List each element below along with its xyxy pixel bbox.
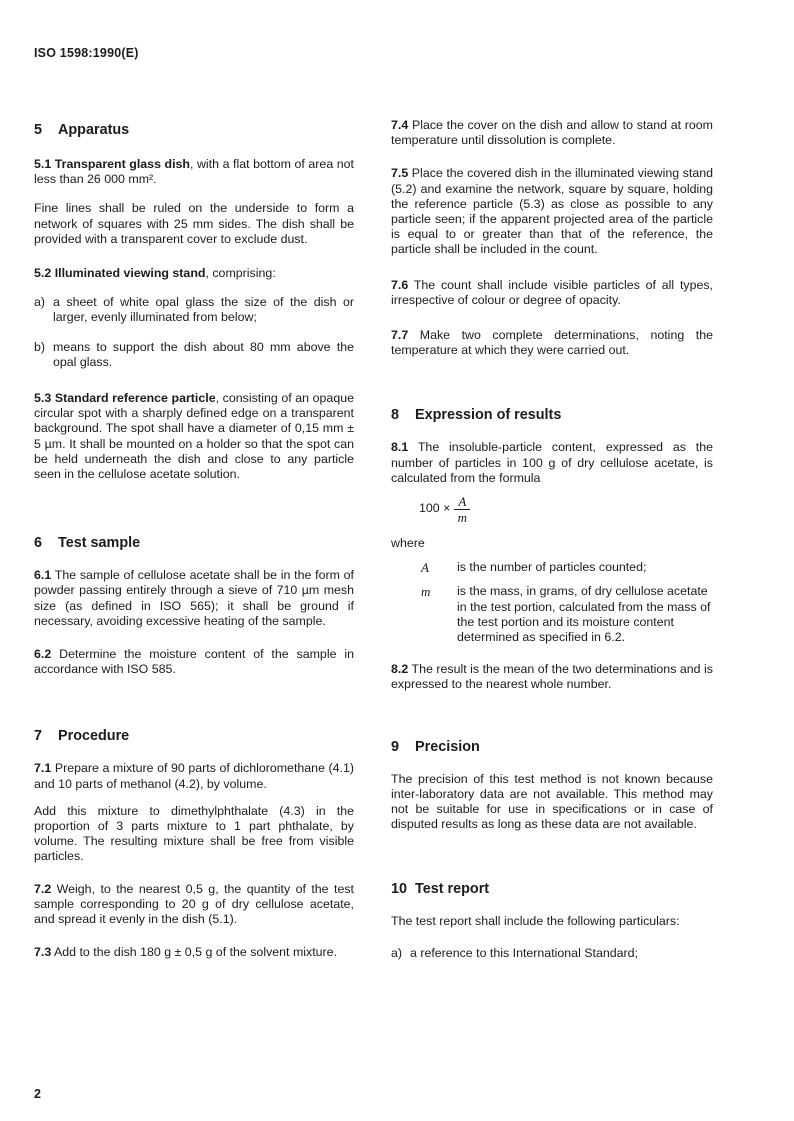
formula-denominator: m: [457, 509, 468, 525]
section-number: 6: [34, 535, 43, 552]
clause-text: , with a flat bottom of area not less than 26 000 mm².: [34, 157, 354, 187]
section-10-heading: [391, 880, 713, 898]
section-5-heading: [34, 121, 354, 139]
clause-7-3: [34, 945, 354, 960]
clause-number: 5.1: [34, 157, 52, 171]
clause-number: 5.3: [34, 391, 52, 406]
section-9-text: The precision of this test method is not known because inter-laboratory data are not available. This method may not be suitable for use in specifications or in case of disputed results as long as these data are not available.: [391, 771, 713, 832]
clause-title: Standard reference particle: [54, 391, 216, 406]
symbol-definition: is the number of particles counted;: [457, 560, 647, 575]
symbol-definition: is the mass, in grams, of dry cellulose acetate in the test portion, calculated from the mass of the test portion and its moisture content determined as specified in 6.2.: [457, 584, 711, 645]
clause-text: Weigh, to the nearest 0,5 g, the quantity of the test sample corresponding to 20 g of dry cellulose acetate, and spread it evenly in the dish (5.1).: [34, 881, 354, 927]
clause-number: 7.6: [391, 277, 409, 292]
clause-7-1: [34, 761, 354, 791]
clause-5-2: [34, 266, 354, 281]
clause-number: 8.2: [391, 662, 409, 677]
formula-prefix: 100 ×: [419, 501, 451, 516]
clause-text: The result is the mean of the two determinations and is expressed to the nearest whole number.: [391, 662, 714, 692]
list-label: b): [34, 339, 46, 354]
clause-number: 7.5: [391, 166, 409, 181]
section-title: Procedure: [58, 728, 130, 745]
section-number: 9: [391, 738, 400, 755]
clause-title: Illuminated viewing stand: [54, 266, 206, 281]
section-title: Test report: [415, 881, 490, 898]
clause-7-5: [391, 166, 713, 257]
clause-text: Determine the moisture content of the sample in accordance with ISO 585.: [34, 647, 354, 677]
clause-text: Place the covered dish in the illuminated viewing stand (5.2) and examine the network, square by square, holding the reference particle (5.3) as close as possible to any particle seen; if the apparent projected area of the particle is equal to or greater than that of the reference, the particle shall be included in the count.: [391, 166, 713, 257]
clause-text: The sample of cellulose acetate shall be in the form of powder passing entirely through a sieve of 710 µm mesh size (as defined in ISO 565); it shall be ground if necessary, avoiding excessive heating of the sample.: [34, 568, 354, 628]
clause-7-1-para-2: Add this mixture to dimethylphthalate (4.3) in the proportion of 3 parts mixture to 1 part phthalate, by volume. The resulting mixture shall be free from visible particles.: [34, 803, 354, 864]
list-text: a sheet of white opal glass the size of the dish or larger, evenly illuminated from below;: [53, 295, 354, 325]
clause-5-1-para-2: Fine lines shall be ruled on the underside to form a network of squares with 25 mm sides. The dish shall be provided with a transparent cover to exclude dust.: [34, 201, 354, 246]
section-8-heading: [391, 406, 713, 424]
section-number: 10: [391, 881, 408, 898]
section-number: 7: [34, 728, 43, 745]
clause-number: 7.2: [34, 881, 52, 896]
right-column: [391, 118, 713, 961]
clause-8-2: [391, 662, 713, 692]
list-item: [34, 340, 354, 370]
symbol: m: [421, 584, 431, 600]
section-number: 5: [34, 122, 43, 138]
clause-7-4: [391, 118, 713, 148]
list-item: [34, 295, 354, 325]
clause-8-1: [391, 440, 713, 486]
clause-6-1: [34, 568, 354, 629]
clause-number: 7.4: [391, 118, 409, 132]
list-label: a): [34, 295, 46, 310]
clause-text: Add to the dish 180 g ± 0,5 g of the solvent mixture.: [54, 945, 338, 960]
formula-fraction: [454, 495, 470, 524]
formula: [419, 492, 713, 526]
left-column: [34, 121, 354, 961]
page-number: 2: [34, 1087, 41, 1101]
clause-7-7: [391, 328, 713, 358]
clause-6-2: [34, 647, 354, 677]
clause-7-2: [34, 882, 354, 928]
list-text: a reference to this International Standard;: [410, 945, 638, 960]
clause-number: 7.1: [34, 761, 52, 776]
clause-5-3: [34, 391, 354, 482]
clause-number: 8.1: [391, 440, 409, 455]
clause-7-6: [391, 278, 713, 308]
clause-5-1: [34, 157, 354, 187]
section-title: Expression of results: [415, 407, 562, 424]
clause-title: Transparent glass dish: [54, 157, 190, 171]
list-label: a): [391, 945, 403, 960]
clause-text: Prepare a mixture of 90 parts of dichloromethane (4.1) and 10 parts of methanol (4.2), by volume.: [34, 761, 355, 791]
document-header: ISO 1598:1990(E): [34, 46, 139, 60]
clause-number: 7.7: [391, 328, 409, 343]
where-label: where: [391, 536, 425, 551]
clause-text: , comprising:: [205, 266, 276, 281]
symbol-definitions: [391, 560, 713, 645]
clause-text: , consisting of an opaque circular spot with a sharply defined edge on a transparent background. The spot shall have a diameter of 0,15 mm ± 5 µm. It shall be mounted on a holder so that the spot can be held underneath the dish and close to any particle seen in the cellulose acetate solution.: [34, 391, 354, 482]
clause-number: 6.2: [34, 647, 52, 662]
clause-text: The count shall include visible particles of all types, irrespective of colour or degree of opacity.: [391, 277, 713, 307]
section-title: Test sample: [58, 535, 141, 552]
section-10-text: The test report shall include the following particulars:: [391, 914, 680, 929]
clause-text: The insoluble-particle content, expressed as the number of particles in 100 g of dry cellulose acetate, is calculated from the formula: [391, 440, 713, 485]
clause-text: Make two complete determinations, noting the temperature at which they were carried out.: [391, 328, 713, 358]
list-item: [391, 946, 713, 961]
clause-number: 5.2: [34, 266, 52, 281]
section-6-heading: [34, 534, 354, 552]
formula-numerator: A: [458, 493, 467, 509]
section-9-heading: [391, 738, 713, 756]
section-7-heading: [34, 727, 354, 745]
section-title: Precision: [415, 738, 480, 755]
clause-number: 6.1: [34, 568, 52, 583]
clause-number: 7.3: [34, 945, 52, 960]
section-title: Apparatus: [58, 122, 130, 138]
symbol: A: [421, 560, 429, 576]
clause-text: Place the cover on the dish and allow to stand at room temperature until dissolution is complete.: [391, 118, 713, 148]
section-number: 8: [391, 407, 400, 424]
list-text: means to support the dish about 80 mm above the opal glass.: [53, 339, 354, 369]
